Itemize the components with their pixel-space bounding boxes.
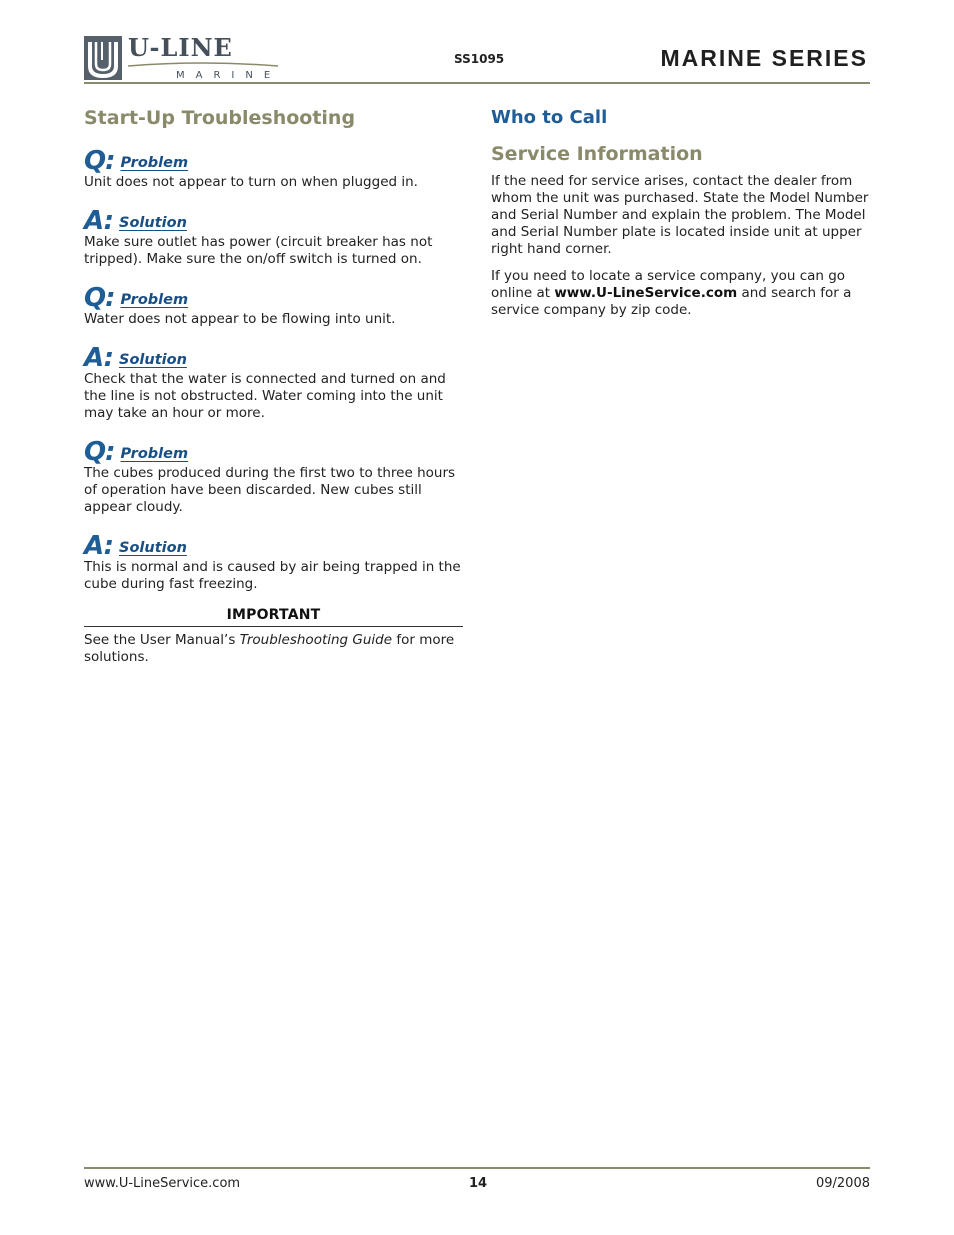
service-locate-start: If you need to locate a service company, you can go online at xyxy=(491,268,846,301)
footer-date: 09/2008 xyxy=(815,1176,870,1191)
question-icon: Q: xyxy=(84,146,115,176)
qa-item xyxy=(84,343,463,422)
service-info-text: If the need for service arises, contact the dealer from whom the unit was purchased. State the Model Number and Serial Number and explain the problem. The Model and Serial Number plate is located inside unit at upper right hand corner. xyxy=(491,173,869,257)
u-line-logo-icon xyxy=(84,36,122,80)
document-id: SS1095 xyxy=(454,52,505,66)
problem-label: Problem xyxy=(120,446,189,462)
who-to-call-title: Who to Call xyxy=(491,107,608,128)
footer-divider xyxy=(84,1167,870,1169)
solution-text: Check that the water is connected and turned on and the line is not obstructed. Water coming into the unit may take an hour or more. xyxy=(84,371,446,421)
page-header xyxy=(84,34,870,84)
solution-label: Solution xyxy=(119,352,187,368)
qa-heading xyxy=(84,531,463,559)
solution-text: This is normal and is caused by air being trapped in the cube during fast freezing. xyxy=(84,559,461,592)
answer-icon: A: xyxy=(84,343,114,373)
problem-label: Problem xyxy=(120,292,189,308)
answer-icon: A: xyxy=(84,206,114,236)
qa-heading xyxy=(84,283,463,311)
service-info-title: Service Information xyxy=(491,143,703,165)
qa-item xyxy=(84,437,463,516)
section-title: Start-Up Troubleshooting xyxy=(84,107,356,129)
qa-item xyxy=(84,283,463,328)
answer-icon: A: xyxy=(84,531,114,561)
u-line-marine-logo xyxy=(84,33,284,82)
swoosh-icon xyxy=(128,60,278,70)
problem-label: Problem xyxy=(120,155,189,171)
qa-item xyxy=(84,206,463,268)
qa-item xyxy=(84,146,463,191)
qa-heading xyxy=(84,343,463,371)
important-text-end: for more solutions. xyxy=(84,632,455,665)
service-locate-text xyxy=(491,268,870,319)
qa-heading xyxy=(84,146,463,174)
important-box xyxy=(84,607,463,666)
page-number: 14 xyxy=(469,1176,488,1191)
brand-name: U-LINE xyxy=(128,33,233,62)
question-icon: Q: xyxy=(84,283,115,313)
solution-label: Solution xyxy=(119,215,187,231)
service-locate-end: and search for a service company by zip code. xyxy=(491,285,852,318)
series-title: MARINE SERIES xyxy=(660,45,868,71)
problem-text: Water does not appear to be flowing into unit. xyxy=(84,311,396,327)
important-text xyxy=(84,632,463,666)
problem-text: The cubes produced during the first two to three hours of operation have been discarded. New cubes still appear cloudy. xyxy=(84,465,456,515)
who-to-call-section xyxy=(491,106,870,319)
brand-sub: MARINE xyxy=(176,70,282,81)
troubleshooting-section xyxy=(84,106,463,666)
troubleshooting-guide-ref: Troubleshooting Guide xyxy=(239,632,393,648)
important-text-start: See the User Manual’s xyxy=(84,632,240,648)
qa-heading xyxy=(84,206,463,234)
header-divider xyxy=(84,82,870,84)
question-icon: Q: xyxy=(84,437,115,467)
footer-url[interactable]: www.U-LineService.com xyxy=(84,1176,241,1191)
service-url-link[interactable]: www.U-LineService.com xyxy=(554,285,738,301)
solution-text: Make sure outlet has power (circuit breaker has not tripped). Make sure the on/off switch is turned on. xyxy=(84,234,433,267)
important-heading: IMPORTANT xyxy=(84,607,463,627)
problem-text: Unit does not appear to turn on when plugged in. xyxy=(84,174,418,190)
qa-item xyxy=(84,531,463,593)
qa-heading xyxy=(84,437,463,465)
solution-label: Solution xyxy=(119,540,187,556)
